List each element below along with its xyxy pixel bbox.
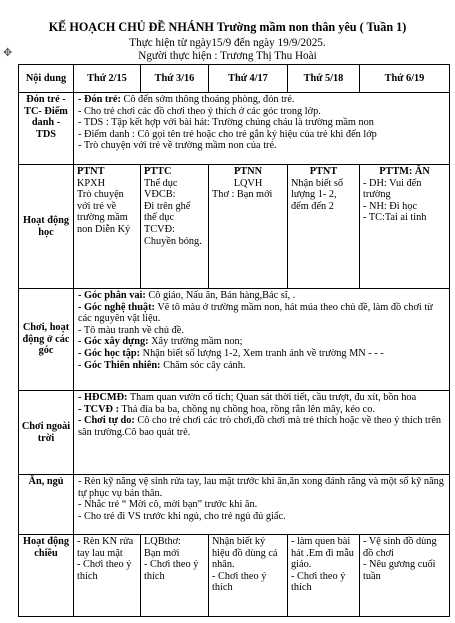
welcome-line: - Điểm danh : Cô gọi tên trẻ hoặc cho trẻ gắn ký hiệu của trẻ khi đến lớp [78,128,377,140]
table-row [19,289,450,391]
learning-cell-wednesday: PTNN LQVH Thơ : Bạn mới [209,165,288,289]
weekly-plan-table [18,64,450,617]
table-row [19,535,450,617]
welcome-line: - Trò chuyện với trẻ về trường mầm non của trẻ. [78,140,277,152]
row-label-afternoon: Hoạt động chiều [19,535,74,617]
table-row [19,93,450,165]
learning-cell-friday: PTTM: ÂN - DH: Vui đến trường - NH: Đi học - TC:Tai ai tinh [360,165,450,289]
welcome-line: - TDS : Tập kết hợp với bài hát: Trường chúng cháu là trường mầm non [78,117,374,129]
row-label-meals: Ăn, ngủ [19,475,74,535]
afternoon-cell-friday: - Vệ sinh đồ dùng đồ chơi - Nêu gương cuối tuần [360,535,450,617]
column-header-wednesday: Thứ 4/17 [209,65,288,93]
table-header-row [19,65,450,93]
afternoon-cell-thursday: - làm quen bài hát .Em đi mẫu giáo. - Chơi theo ý thích [288,535,360,617]
row-label-welcome: Đón trẻ - TC- Điểm danh - TDS [19,93,74,165]
afternoon-cell-wednesday: Nhận biết ký hiệu đồ dùng cá nhân. - Chơi theo ý thích [209,535,288,617]
welcome-line: - Đón trẻ: Cô đến sớm thông thoáng phòng, đón trẻ. [78,94,295,105]
row-label-outdoor: Chơi ngoài trời [19,391,74,475]
table-row [19,475,450,535]
column-header-content: Nội dung [19,65,74,93]
column-header-thursday: Thứ 5/18 [288,65,360,93]
welcome-content [74,93,450,165]
welcome-line: - Cho trẻ chơi các đồ chơi theo ý thích ở các góc trong lớp. [78,105,321,117]
table-row [19,165,450,289]
afternoon-cell-tuesday: LQBthơ: Bạn mới - Chơi theo ý thích [141,535,209,617]
plan-period: Thực hiện từ ngày15/9 đến ngày 19/9/2025. [129,37,326,49]
table-row [19,391,450,475]
row-label-corners: Chơi, hoạt động ở các góc [19,289,74,391]
column-header-monday: Thứ 2/15 [74,65,141,93]
row-label-learning: Hoạt động học [19,165,74,289]
column-header-tuesday: Thứ 3/16 [141,65,209,93]
afternoon-cell-monday: - Rèn KN rửa tay lau mặt - Chơi theo ý thích [74,535,141,617]
table-move-handle-icon[interactable]: ✥ [3,46,13,59]
column-header-friday: Thứ 6/19 [360,65,450,93]
corners-content: - Góc phân vai: Cô giáo, Nấu ăn, Bán hàng,Bác sĩ, . - Góc nghệ thuật: Vẽ tô màu ở trường mầm non, hát múa theo chủ đề, làm đồ chơi từ các nguyên vật liệu. - Tô màu tranh về chủ đề. - Góc xây dựng: Xây trường mầm non; - Góc học tập: Nhận biết số lượng 1-2, Xem tranh ảnh về trường MN - - - - Góc Thiên nhiên: Chăm sóc cây cảnh. [74,289,450,391]
plan-author: Người thực hiện : Trương Thị Thu Hoài [138,50,317,62]
outdoor-content: - HĐCMĐ: Tham quan vườn cổ tích; Quan sát thời tiết, cầu trượt, đu xít, bồn hoa - TCVĐ : Thả đỉa ba ba, chồng nụ chồng hoa, rồng rắn lên mây, kéo co. - Chơi tự do: Cô cho trẻ chơi các trò chơi,đồ chơi mà trẻ thích hoặc về theo ý thích trên sân trường.Cô bao quát trẻ. [74,391,450,475]
learning-cell-monday: PTNT KPXH Trò chuyện với trẻ về trường mầm non Diễn Kỷ [74,165,141,289]
plan-title: KẾ HOẠCH CHỦ ĐỀ NHÁNH Trường mầm non thân yêu ( Tuần 1) [48,20,407,34]
meals-content: - Rèn kỹ năng vệ sinh rửa tay, lau mặt trước khi ăn,ăn xong đánh răng và một số kỹ năng tự phục vụ bản thân. - Nhắc trẻ “ Mời cô, mời bạn” trước khi ăn. - Cho trẻ đi VS trước khi ngủ, cho trẻ ngủ đủ giấc. [74,475,450,535]
learning-cell-thursday: PTNT Nhận biết số lượng 1- 2, đếm đến 2 [288,165,360,289]
learning-cell-tuesday: PTTC Thể dục VĐCB: Đi trên ghế thể dục TCVĐ: Chuyền bóng. [141,165,209,289]
